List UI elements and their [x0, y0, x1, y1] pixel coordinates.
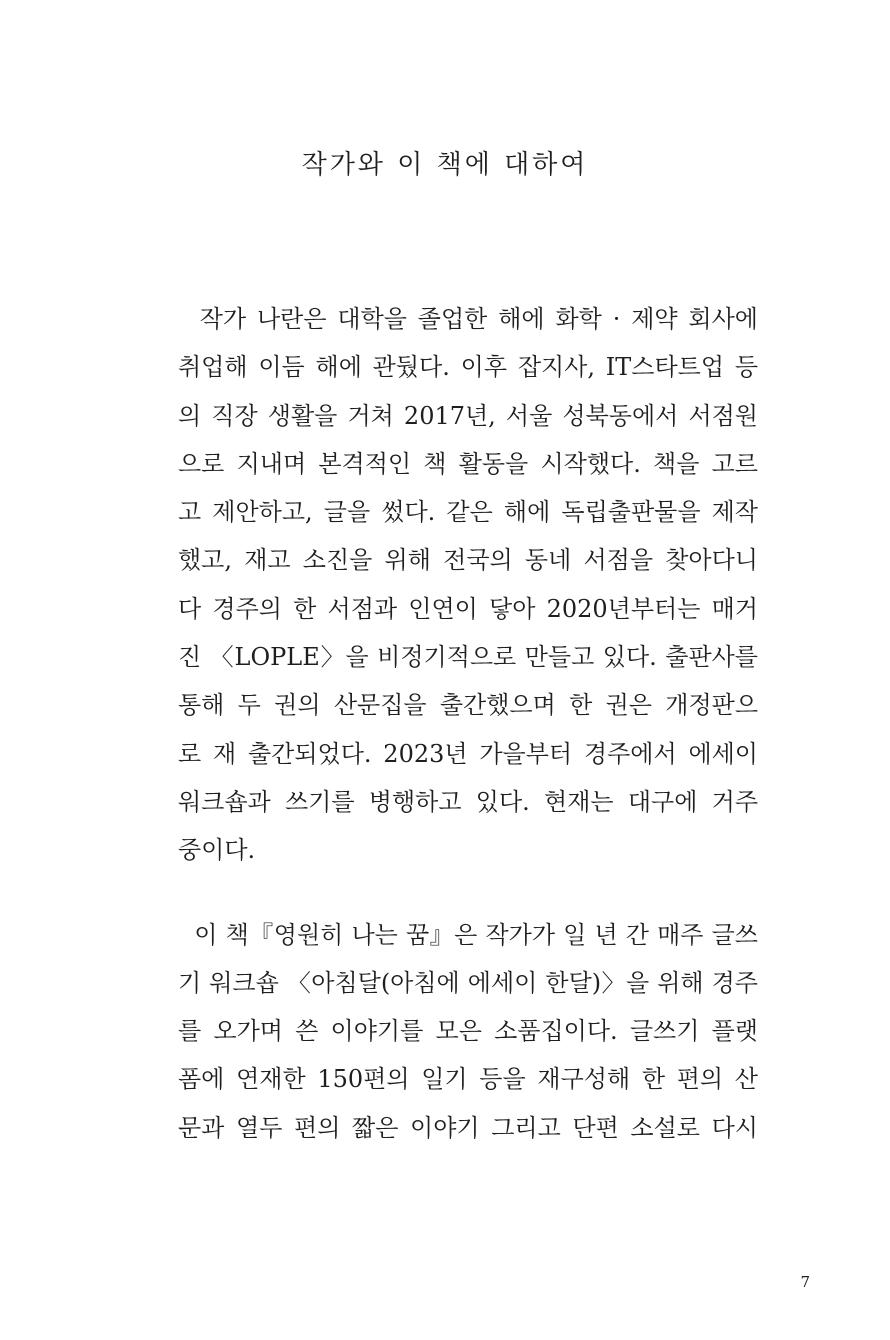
text-line: 를 오가며 쓴 이야기를 모은 소품집이다. 글쓰기 플랫 [178, 1017, 758, 1046]
text-line: 문과 열두 편의 짧은 이야기 그리고 단편 소설로 다시 [178, 1113, 758, 1142]
paragraph-author-bio [178, 295, 758, 875]
text-line: 취업해 이듬 해에 관뒀다. 이후 잡지사, IT스타트업 등 [178, 353, 758, 382]
page-title: 작가와 이 책에 대하여 [301, 150, 589, 180]
text-line: 진 〈LOPLE〉을 비정기적으로 만들고 있다. 출판사를 [178, 643, 758, 672]
text-line: 이 책『영원히 나는 꿈』은 작가가 일 년 간 매주 글쓰 [178, 920, 758, 949]
text-line: 했고, 재고 소진을 위해 전국의 동네 서점을 찾아다니 [178, 546, 758, 575]
text-line: 의 직장 생활을 거쳐 2017년, 서울 성북동에서 서점원 [178, 401, 758, 430]
text-line: 으로 지내며 본격적인 책 활동을 시작했다. 책을 고르 [178, 449, 758, 478]
text-line: 중이다. [178, 836, 256, 865]
page-number: 7 [800, 1273, 810, 1291]
text-line: 워크숍과 쓰기를 병행하고 있다. 현재는 대구에 거주 [178, 787, 758, 816]
text-line: 로 재 출간되었다. 2023년 가을부터 경주에서 에세이 [178, 739, 758, 768]
body-text [178, 295, 758, 1152]
text-line: 폼에 연재한 150편의 일기 등을 재구성해 한 편의 산 [178, 1065, 758, 1094]
text-line: 작가 나란은 대학을 졸업한 해에 화학 · 제약 회사에 [178, 305, 758, 333]
text-line: 고 제안하고, 글을 썼다. 같은 해에 독립출판물을 제작 [178, 498, 758, 527]
text-line: 다 경주의 한 서점과 인연이 닿아 2020년부터는 매거 [178, 594, 758, 623]
text-line: 기 워크숍 〈아침달(아침에 에세이 한달)〉을 위해 경주 [178, 968, 758, 997]
paragraph-about-book [178, 911, 758, 1152]
text-line: 통해 두 권의 산문집을 출간했으며 한 권은 개정판으 [178, 691, 758, 720]
